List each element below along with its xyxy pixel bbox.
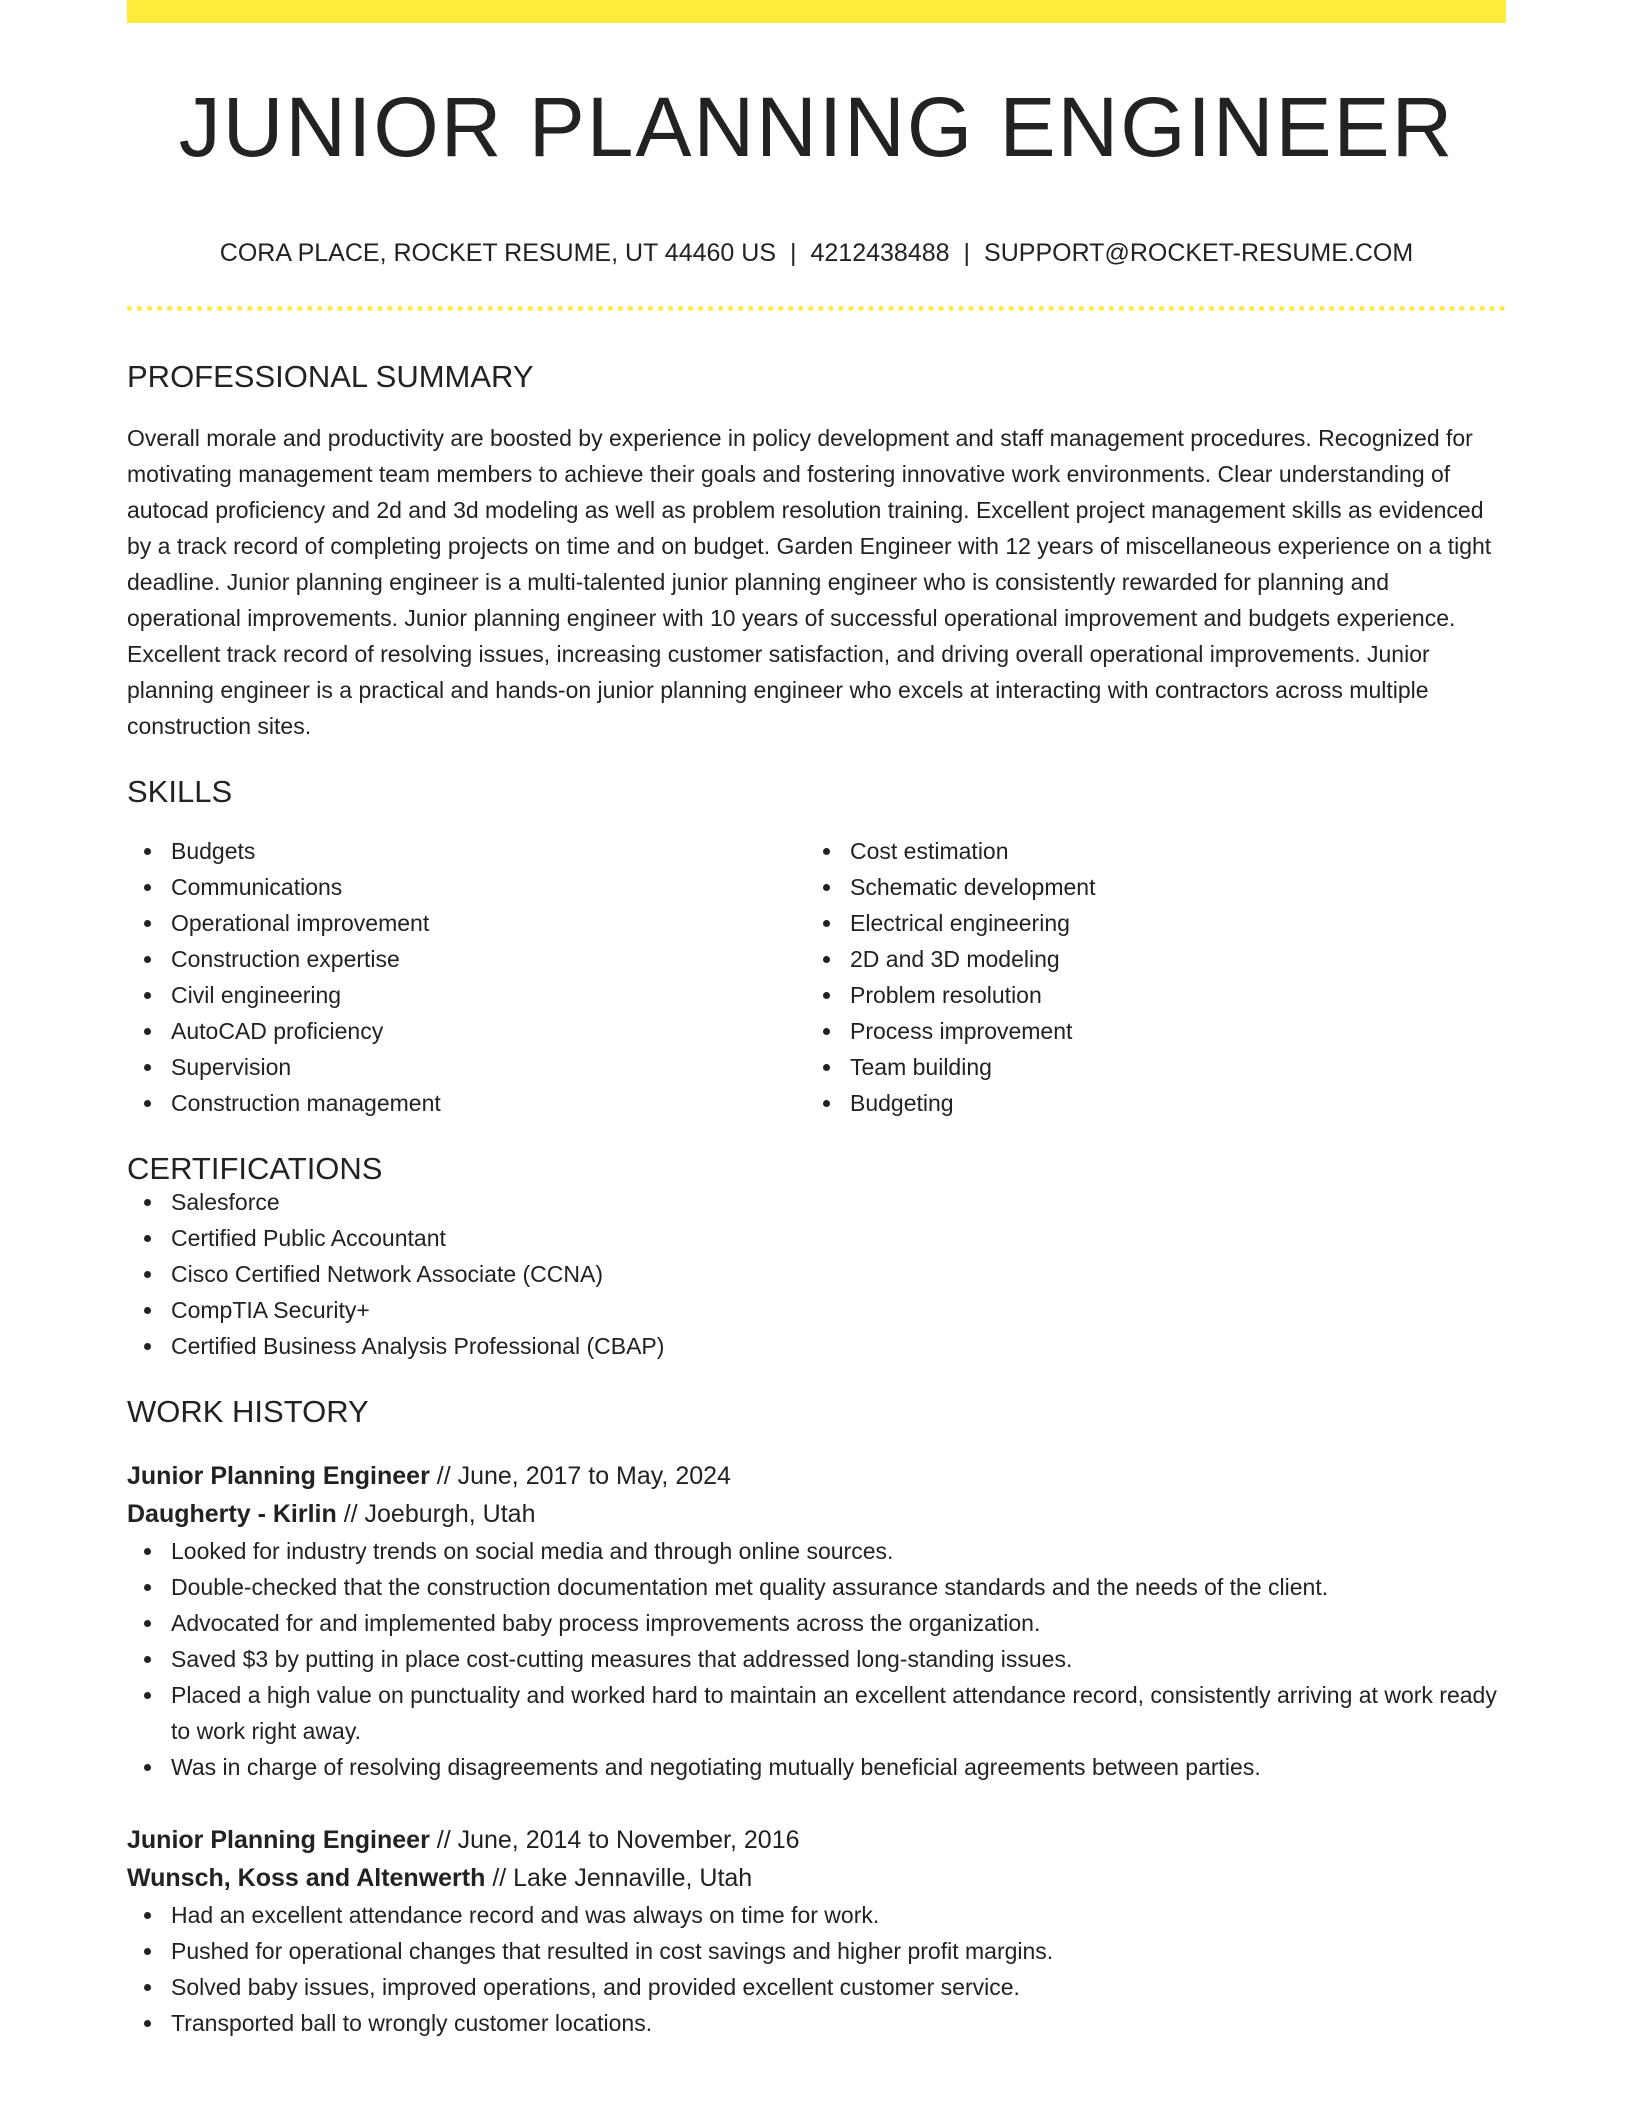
skill-item: Process improvement [806,1013,1485,1049]
job-title: Junior Planning Engineer [127,1826,430,1854]
skills-column-left [127,833,806,1121]
certification-item: Cisco Certified Network Associate (CCNA) [127,1256,1506,1292]
skills-grid [127,833,1506,1121]
job-entry [127,1457,1506,1785]
resume-title: JUNIOR PLANNING ENGINEER [178,80,1455,174]
skill-item: Schematic development [806,869,1485,905]
certification-item: Salesforce [127,1184,1506,1220]
job-duties-list [127,1533,1506,1785]
contact-address: CORA PLACE, ROCKET RESUME, UT 44460 US [219,239,776,267]
job-company-line [127,1495,1506,1533]
job-company: Wunsch, Koss and Altenwerth [127,1864,486,1892]
job-duty-item: Advocated for and implemented baby process improvements across the organization. [127,1605,1506,1641]
skill-item: Operational improvement [127,905,806,941]
top-accent-bar [127,0,1506,23]
skill-item: Budgeting [806,1085,1485,1121]
dotted-divider [127,306,1506,311]
job-location: // Joeburgh, Utah [336,1500,536,1528]
job-dates: // June, 2017 to May, 2024 [429,1462,731,1490]
job-duty-item: Was in charge of resolving disagreements and negotiating mutually beneficial agreements between parties. [127,1749,1506,1785]
job-duty-item: Solved baby issues, improved operations, and provided excellent customer service. [127,1969,1506,2005]
skills-heading: SKILLS [127,774,233,809]
certification-item: CompTIA Security+ [127,1292,1506,1328]
summary-text: Overall morale and productivity are boosted by experience in policy development and staff management procedures. Recognized for motivating management team members to achieve their goals and fostering innovative work environments. Clear understanding of autocad proficiency and 2d and 3d modeling as well as problem resolution training. Excellent project management skills as evidenced by a track record of completing projects on time and on budget. Garden Engineer with 12 years of miscellaneous experience on a tight deadline. Junior planning engineer is a multi-talented junior planning engineer who is consistently rewarded for planning and operational improvements. Junior planning engineer with 10 years of successful operational improvement and budgets experience. Excellent track record of resolving issues, increasing customer satisfaction, and driving overall operational improvements. Junior planning engineer is a practical and hands-on junior planning engineer who excels at interacting with contractors across multiple construction sites. [127,425,1492,739]
skill-item: Problem resolution [806,977,1485,1013]
skills-column-right [806,833,1485,1121]
skill-item: Construction expertise [127,941,806,977]
job-dates: // June, 2014 to November, 2016 [429,1826,800,1854]
job-duty-item: Saved $3 by putting in place cost-cutting measures that addressed long-standing issues. [127,1641,1506,1677]
job-title-line [127,1457,1506,1495]
work-history-heading: WORK HISTORY [127,1394,369,1429]
summary-heading: PROFESSIONAL SUMMARY [127,359,534,394]
contact-separator: | [790,239,797,267]
certifications-list [127,1184,1506,1364]
skills-list-right [806,833,1485,1121]
job-duty-item: Double-checked that the construction documentation met quality assurance standards and the needs of the client. [127,1569,1506,1605]
skill-item: Electrical engineering [806,905,1485,941]
certification-item: Certified Business Analysis Professional (CBAP) [127,1328,1506,1364]
job-duty-item: Transported ball to wrongly customer locations. [127,2005,1506,2041]
job-location: // Lake Jennaville, Utah [485,1864,753,1892]
job-company: Daugherty - Kirlin [127,1500,337,1528]
job-duty-item: Placed a high value on punctuality and worked hard to maintain an excellent attendance record, consistently arriving at work ready to work right away. [127,1677,1506,1749]
contact-email: SUPPORT@ROCKET-RESUME.COM [984,239,1414,267]
skill-item: Communications [127,869,806,905]
job-title: Junior Planning Engineer [127,1462,430,1490]
skill-item: Construction management [127,1085,806,1121]
contact-separator: | [963,239,971,267]
skill-item: 2D and 3D modeling [806,941,1485,977]
job-duty-item: Looked for industry trends on social media and through online sources. [127,1533,1506,1569]
job-duties-list [127,1897,1506,2041]
skill-item: Supervision [127,1049,806,1085]
skill-item: Civil engineering [127,977,806,1013]
skill-item: Budgets [127,833,806,869]
contact-phone: 4212438488 [810,239,950,267]
skill-item: AutoCAD proficiency [127,1013,806,1049]
resume-page [127,0,1506,2041]
contact-info [127,241,1506,266]
job-duty-item: Pushed for operational changes that resulted in cost savings and higher profit margins. [127,1933,1506,1969]
skills-list-left [127,833,806,1121]
job-company-line [127,1859,1506,1897]
skill-item: Cost estimation [806,833,1485,869]
job-title-line [127,1821,1506,1859]
skill-item: Team building [806,1049,1485,1085]
job-entry [127,1821,1506,2041]
certification-item: Certified Public Accountant [127,1220,1506,1256]
job-duty-item: Had an excellent attendance record and was always on time for work. [127,1897,1506,1933]
certifications-heading: CERTIFICATIONS [127,1151,383,1186]
